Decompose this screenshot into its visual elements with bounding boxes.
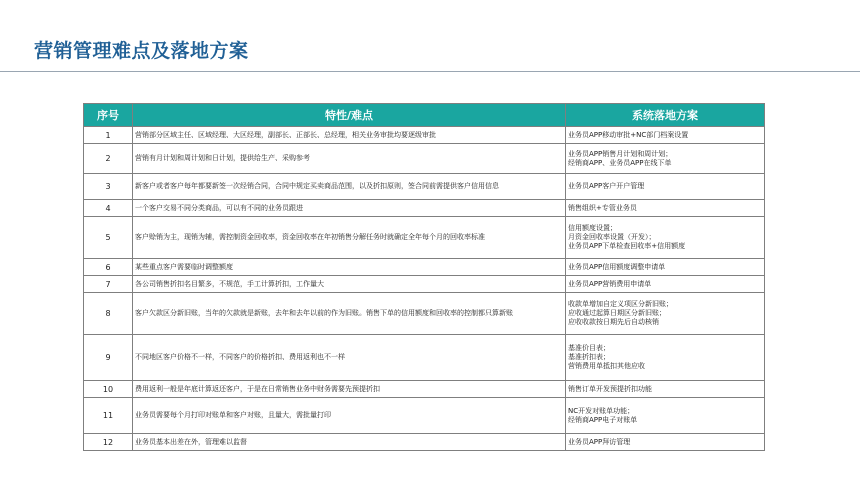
row-number: 1 [84,127,133,144]
row-solution: 业务员APP销售月计划和周计划； 经销商APP、业务员APP在线下单 [566,144,765,174]
row-number: 11 [84,398,133,434]
table-row [84,217,765,259]
row-issue: 各公司销售折扣名目繁多，不规范，手工计算折扣，工作量大 [133,276,566,293]
row-solution: 业务员APP信用额度调整申请单 [566,259,765,276]
table-row [84,293,765,335]
row-solution: NC开发对账单功能； 经销商APP电子对账单 [566,398,765,434]
row-number: 6 [84,259,133,276]
row-number: 7 [84,276,133,293]
row-issue: 不同地区客户价格不一样，不同客户的价格折扣、费用返利也不一样 [133,335,566,381]
table-row [84,381,765,398]
table-row [84,259,765,276]
row-issue: 业务员需要每个月打印对账单和客户对账，且量大，需批量打印 [133,398,566,434]
row-solution: 业务员APP移动审批+NC部门档案设置 [566,127,765,144]
row-number: 12 [84,434,133,451]
table-row [84,335,765,381]
row-number: 5 [84,217,133,259]
row-number: 3 [84,174,133,200]
header-solution: 系统落地方案 [566,104,765,127]
row-issue: 客户赊销为主，现销为辅，需控制资金回收率，资金回收率在年初销售分解任务时就确定全年每个月的回收率标准 [133,217,566,259]
row-number: 9 [84,335,133,381]
row-issue: 业务员基本出差在外，管理难以监督 [133,434,566,451]
row-solution: 业务员APP营销费用申请单 [566,276,765,293]
row-solution: 收款单增加自定义项区分新旧账； 应收通过起算日期区分新旧账； 应收收款按日期先后自动核销 [566,293,765,335]
row-issue: 某些重点客户需要临时调整额度 [133,259,566,276]
row-issue: 费用返利一般是年底计算返还客户，于是在日常销售业务中财务需要先预提折扣 [133,381,566,398]
row-issue: 客户欠款区分新旧账，当年的欠款就是新账，去年和去年以前的作为旧账。销售下单的信用额度和回收率的控制都只算新账 [133,293,566,335]
row-issue: 新客户或者客户每年都要新签一次经销合同，合同中规定买卖商品范围，以及折扣原则，签合同前需提供客户信用信息 [133,174,566,200]
row-number: 4 [84,200,133,217]
table-row [84,174,765,200]
row-solution: 销售订单开发预提折扣功能 [566,381,765,398]
header-no: 序号 [84,104,133,127]
row-solution: 销售组织+专管业务员 [566,200,765,217]
row-solution: 业务员APP客户开户管理 [566,174,765,200]
table-row [84,127,765,144]
table-row [84,276,765,293]
row-number: 8 [84,293,133,335]
table-row [84,398,765,434]
pain-points-table [83,103,765,451]
row-issue: 一个客户交易不同分类商品，可以有不同的业务员跟进 [133,200,566,217]
row-solution: 业务员APP拜访管理 [566,434,765,451]
row-number: 2 [84,144,133,174]
row-issue: 营销部分区域主任、区域经理、大区经理，副部长、正部长、总经理，相关业务审批均要逐级审批 [133,127,566,144]
table-header-row [84,104,765,127]
row-issue: 营销有月计划和周计划和日计划，提供给生产、采购参考 [133,144,566,174]
row-number: 10 [84,381,133,398]
header-issue: 特性/难点 [133,104,566,127]
row-solution: 基准价目表； 基准折扣表； 营销费用单抵扣其他应收 [566,335,765,381]
row-solution: 信用额度设置； 月资金回收率设置（开发）； 业务员APP下单检查回收率+信用额度 [566,217,765,259]
table-row [84,200,765,217]
title-divider [0,71,860,72]
table-row [84,434,765,451]
table-row [84,144,765,174]
page-title: 营销管理难点及落地方案 [34,40,249,62]
